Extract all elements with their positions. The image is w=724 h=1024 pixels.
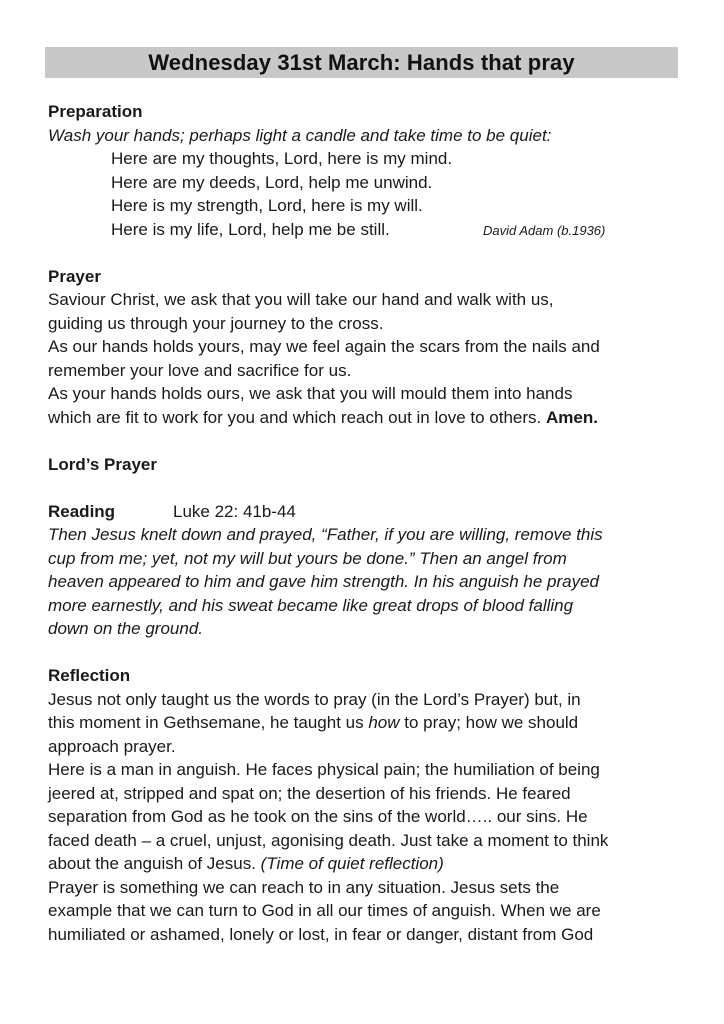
reflection-line: Prayer is something we can reach to in any situation. Jesus sets the xyxy=(48,877,560,897)
poem-line: Here is my strength, Lord, here is my will. xyxy=(111,196,423,215)
spacer xyxy=(48,641,688,665)
poem-line: Here are my thoughts, Lord, here is my mind. xyxy=(111,149,453,168)
reading-section xyxy=(48,500,688,641)
prayer-line: As your hands holds ours, we ask that you will mould them into hands xyxy=(48,384,573,403)
reflection-line: Jesus not only taught us the words to pray (in the Lord’s Prayer) but, in xyxy=(48,689,581,709)
reflection-line: example that we can turn to God in all our times of anguish. When we are xyxy=(48,901,601,920)
reflection-text: about the anguish of Jesus. xyxy=(48,854,261,873)
poem-line-last xyxy=(111,218,688,242)
spacer xyxy=(48,476,688,500)
reading-reference: Luke 22: 41b-44 xyxy=(173,501,296,521)
spacer xyxy=(48,429,688,453)
reflection-line: approach prayer. xyxy=(48,736,176,756)
prayer-line: remember your love and sacrifice for us. xyxy=(48,360,352,380)
reading-line: down on the ground. xyxy=(48,619,204,638)
prayer-line-text: which are fit to work for you and which reach out in love to others. xyxy=(48,407,546,427)
page-title: Wednesday 31st March: Hands that pray xyxy=(148,49,575,75)
reflection-line: humiliated or ashamed, lonely or lost, in fear or danger, distant from God xyxy=(48,924,594,944)
reflection-heading: Reflection xyxy=(48,666,131,685)
preparation-heading: Preparation xyxy=(48,102,143,121)
reflection-line: faced death – a cruel, unjust, agonising death. Just take a moment to think xyxy=(48,830,609,850)
prayer-line: Saviour Christ, we ask that you will take our hand and walk with us, xyxy=(48,290,554,309)
prayer-line: As our hands holds yours, may we feel again the scars from the nails and xyxy=(48,337,600,356)
preparation-section xyxy=(48,100,688,241)
reflection-emphasis: (Time of quiet reflection) xyxy=(260,854,444,873)
reading-header xyxy=(48,500,688,524)
reflection-section xyxy=(48,664,688,946)
reflection-line: Here is a man in anguish. He faces physical pain; the humiliation of being xyxy=(48,760,600,779)
reflection-text: this moment in Gethsemane, he taught us xyxy=(48,713,369,732)
preparation-instruction: Wash your hands; perhaps light a candle and take time to be quiet: xyxy=(48,125,552,145)
reflection-line xyxy=(48,852,688,876)
reading-line: more earnestly, and his sweat became like great drops of blood falling xyxy=(48,595,574,615)
poem-attribution: David Adam (b.1936) xyxy=(483,222,606,238)
poem xyxy=(48,147,688,241)
reading-heading: Reading xyxy=(48,501,116,521)
poem-line: Here are my deeds, Lord, help me unwind. xyxy=(111,172,433,192)
poem-line-text: Here is my life, Lord, help me be still. xyxy=(111,219,390,239)
reflection-line: jeered at, stripped and spat on; the desertion of his friends. He feared xyxy=(48,783,571,803)
reflection-line xyxy=(48,711,688,735)
reading-line: cup from me; yet, not my will but yours be done.” Then an angel from xyxy=(48,548,567,568)
prayer-last-line xyxy=(48,406,688,430)
prayer-heading: Prayer xyxy=(48,266,101,286)
lords-prayer-heading: Lord’s Prayer xyxy=(48,454,157,474)
reading-line: heaven appeared to him and gave him strength. In his anguish he prayed xyxy=(48,572,599,591)
lords-prayer-section xyxy=(48,453,688,477)
title-banner xyxy=(45,47,678,78)
prayer-line: guiding us through your journey to the cross. xyxy=(48,313,384,333)
reflection-emphasis: how xyxy=(368,713,400,732)
reflection-line: separation from God as he took on the sins of the world….. our sins. He xyxy=(48,807,588,826)
amen-text: Amen. xyxy=(545,407,598,427)
reflection-text: to pray; how we should xyxy=(399,713,579,732)
prayer-section xyxy=(48,265,688,430)
document-body xyxy=(48,100,688,946)
spacer xyxy=(48,241,688,265)
reading-line: Then Jesus knelt down and prayed, “Father, if you are willing, remove this xyxy=(48,525,603,544)
